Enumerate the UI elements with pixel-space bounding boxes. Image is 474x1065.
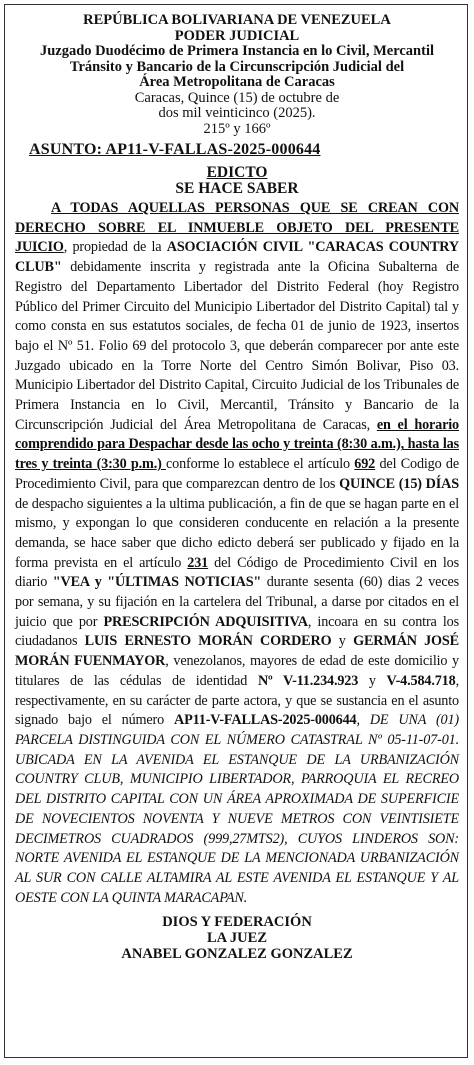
header-republic: REPÚBLICA BOLIVARIANA DE VENEZUELA	[83, 12, 391, 28]
body-case-number: AP11-V-FALLAS-2025-000644	[173, 712, 357, 729]
signature-motto: DIOS Y FEDERACIÓN	[162, 914, 312, 931]
header-judicial-power: PODER JUDICIAL	[174, 27, 300, 44]
body-id-1: Nº V-11.234.923	[257, 672, 359, 689]
signature-name: ANABEL GONZALEZ GONZALEZ	[121, 946, 353, 963]
body-id-2: V-4.584.718	[386, 672, 456, 689]
case-number: ASUNTO: AP11-V-FALLAS-2025-000644	[29, 141, 321, 158]
header-metro-area: Área Metropolitana de Caracas	[139, 74, 335, 90]
body-office-hours: en el horario comprendido para Despachar desde las ocho y treinta (8:30 a.m.), hasta las tres y treinta (3:30 p.m.)	[15, 416, 460, 473]
header-court-jurisdiction: Tránsito y Bancario de la Circunscripción Judicial del	[69, 58, 405, 75]
court-header	[15, 13, 459, 137]
edict-title	[15, 165, 459, 197]
edicto-heading: EDICTO	[206, 164, 268, 181]
body-article-231: 231	[187, 554, 209, 571]
body-plaintiff-2: GERMÁN JOSÉ MORÁN FUENMAYOR	[15, 633, 459, 670]
edict-body: A TODAS AQUELLAS PERSONAS QUE SE CREAN CON DERECHO SOBRE EL INMUEBLE OBJETO DEL PRESENTE JUICIO, propiedad de la ASOCIACIÓN CIVIL "CARACAS COUNTRY CLUB" debidamente inscrita y registrada ante la Oficina Subalterna de Registro del Departamento Libertador del Distrito Federal (hoy Registro Público del Primer Circuito del Municipio Libertador del Distrito Capital) tal y como consta en sus estatutos sociales, de fecha 01 de junio de 1923, insertos bajo el Nº 51. Folio 69 del protocolo 3, que deberán comparecer por ante este Juzgado ubicado en la Torre Norte del Centro Simón Bolivar, Piso 03. Municipio Libertador del Distrito Capital, Circuito Judicial de los Tribunales de Primera Instancia en lo Civil, Mercantil, Tránsito y Bancario de la Circunscripción Judicial del Área Metropolitana de Caracas, en el horario comprendido para Despachar desde las ocho y treinta (8:30 a.m.), hasta las tres y treinta (3:30 p.m.) conforme lo establece el artículo 692 del Codigo de Procedimiento Civil, para que comparezcan dentro de los QUINCE (15) DÍAS de despacho siguientes a la ultima publicación, a fin de que se hagan parte en el mismo, y expongan lo que consideren conducente en relación a la presente demanda, se hace saber que dicho edicto deberá ser publicado y fijado en la forma prevista en el artículo 231 del Código de Procedimiento Civil en los diario "VEA y "ÚLTIMAS NOTICIAS" durante sesenta (60) dias 2 veces por semana, y su fijación en la cartelera del Tribunal, a darse por citados en el juicio que por PRESCRIPCIÓN ADQUISITIVA, incoara en su contra los ciudadanos LUIS ERNESTO MORÁN CORDERO y GERMÁN JOSÉ MORÁN FUENMAYOR, venezolanos, mayores de edad de este domicilio y titulares de las cédulas de identidad Nº V-11.234.923 y V-4.584.718, respectivamente, en su carácter de parte actora, y que se sustancia en el asunto signado bajo el número AP11-V-FALLAS-2025-000644, DE UNA (01) PARCELA DISTINGUIDA CON EL NÚMERO CATASTRAL Nº 05-11-07-01. UBICADA EN LA AVENIDA EL ESTANQUE DE LA URBANIZACIÓN COUNTRY CLUB, MUNICIPIO LIBERTADOR, PARROQUIA EL RECREO DEL DISTRITO CAPITAL CON UN ÁREA APROXIMADA DE SUPERFICIE DE NOVECIENTOS NOVENTA Y NUEVE METROS CON VEINTISIETE DECIMETROS CUADRADOS (999,27MTS2), CUYOS LINDEROS SON: NORTE AVENIDA EL ESTANQUE DE LA MENCIONADA URBANIZACIÓN AL SUR CON CALLE ALTAMIRA AL ESTE AVENIDA EL ESTANQUE Y AL OESTE CON LA QUINTA MARACAPAN.	[15, 200, 460, 906]
body-fifteen-days: QUINCE (15) DÍAS	[339, 475, 459, 492]
signature-role: LA JUEZ	[206, 930, 268, 947]
body-property-description: , DE UNA (01) PARCELA DISTINGUIDA CON EL NÚMERO CATASTRAL Nº 05-11-07-01. UBICADA EN LA AVENIDA EL ESTANQUE DE LA URBANIZACIÓN COUNTRY CLUB, MUNICIPIO LIBERTADOR, PARROQUIA EL RECREO DEL DISTRITO CAPITAL CON UN ÁREA APROXIMADA DE SUPERFICIE DE NOVECIENTOS NOVENTA Y NUEVE METROS CON VEINTISIETE DECIMETROS CUADRADOS (999,27MTS2), CUYOS LINDEROS SON: NORTE AVENIDA EL ESTANQUE DE LA MENCIONADA URBANIZACIÓN AL SUR CON CALLE ALTAMIRA AL ESTE AVENIDA EL ESTANQUE Y AL OESTE CON LA QUINTA MARACAPAN.	[15, 712, 459, 906]
header-years: 215º y 166º	[203, 120, 271, 137]
body-article-692: 692	[354, 456, 376, 473]
body-newspapers: "VEA y "ÚLTIMAS NOTICIAS"	[52, 574, 262, 591]
signature-block	[15, 914, 459, 962]
body-prescription: PRESCRIPCIÓN ADQUISITIVA	[103, 613, 308, 630]
body-association: ASOCIACIÓN CIVIL "CARACAS COUNTRY CLUB"	[15, 239, 459, 276]
header-date-line1: Caracas, Quince (15) de octubre de	[134, 89, 340, 106]
header-date-line2: dos mil veinticinco (2025).	[158, 105, 316, 121]
header-court-name: Juzgado Duodécimo de Primera Instancia en lo Civil, Mercantil	[39, 43, 434, 59]
body-addressees: A TODAS AQUELLAS PERSONAS QUE SE CREAN CON DERECHO SOBRE EL INMUEBLE OBJETO DEL PRESENTE JUICIO	[15, 200, 459, 256]
se-hace-saber-heading: SE HACE SABER	[175, 180, 299, 197]
body-plaintiff-1: LUIS ERNESTO MORÁN CORDERO	[84, 633, 332, 650]
edict-notice	[4, 4, 468, 1058]
